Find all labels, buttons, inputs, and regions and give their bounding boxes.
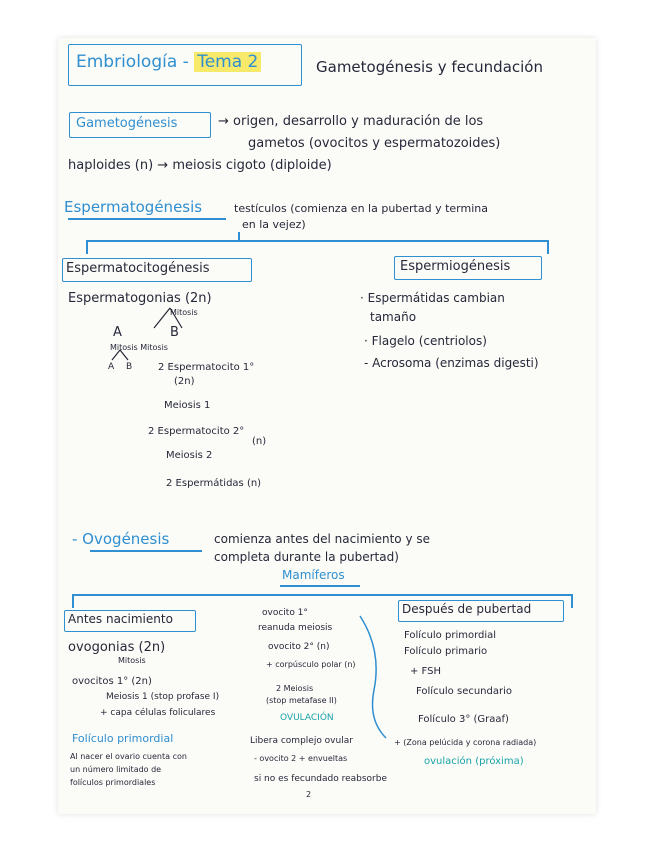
foliculo-primordial-2: Folículo primordial [404, 630, 497, 641]
bracket2-left [72, 594, 74, 608]
fsh: + FSH [410, 666, 442, 677]
espermiogenesis-label: Espermiogénesis [400, 259, 511, 274]
espermatogenesis-desc-1: testículos (comienza en la pubertad y termina [234, 202, 488, 215]
antes-nacimiento-label: Antes nacimiento [68, 612, 173, 626]
mitosis-1: Mitosis [170, 308, 198, 317]
capa-celulas: + capa células foliculares [100, 708, 216, 718]
no-fecundado: si no es fecundado reabsorbe [254, 774, 387, 784]
bracket-left [86, 240, 88, 254]
reanuda-meiosis: reanuda meiosis [258, 623, 333, 633]
ovogonias: ovogonias (2n) [68, 640, 166, 655]
espermatogenesis-desc-2: en la vejez) [242, 218, 306, 231]
no-fecundado-2: 2 [306, 790, 312, 799]
mitosis-mitosis: Mitosis Mitosis [110, 343, 168, 352]
al-nacer: Al nacer el ovario cuenta con [70, 752, 187, 761]
bracket-center [238, 232, 240, 241]
espermiogenesis-bullet-1a: · Espermátidas cambian [360, 291, 505, 305]
libera-complejo: Libera complejo ovular [250, 736, 353, 746]
subtitle: Gametogénesis y fecundación [316, 58, 543, 76]
ovogenesis-desc-1: comienza antes del nacimiento y se [214, 532, 430, 546]
espermatocito-2: 2 Espermatocito 2° [148, 426, 245, 437]
espermiogenesis-bullet-1b: tamaño [370, 310, 417, 324]
foliculo-primario: Folículo primario [404, 646, 488, 657]
bracket-right [547, 240, 549, 254]
espermatocitogenesis-label: Espermatocitogénesis [66, 261, 210, 276]
cell-b-2: B [126, 362, 133, 372]
ovocitos-1: ovocitos 1° (2n) [72, 676, 152, 687]
ovocito-2-envueltas: - ovocito 2 + envueltas [254, 754, 348, 763]
zona-pelucida: + (Zona pelúcida y corona radiada) [394, 738, 537, 747]
espermiogenesis-bullet-3: - Acrosoma (enzimas digesti) [364, 356, 539, 370]
ovulacion-mid: OVULACIÓN [280, 713, 334, 723]
espermatocito-1-ploidy: (2n) [174, 376, 195, 387]
title-tema: Tema 2 [194, 52, 261, 72]
despues-pubertad-label: Después de pubertad [402, 602, 532, 616]
bracket-horizontal [86, 240, 548, 242]
bracket2-horizontal [72, 594, 572, 596]
espermatogenesis-label: Espermatogénesis [64, 198, 203, 216]
ovocito-2-n: ovocito 2° (n) [268, 642, 330, 652]
gametogenesis-line-3: haploides (n) → meiosis cigoto (diploide) [68, 158, 332, 173]
meiosis-1: Meiosis 1 [164, 400, 211, 411]
ovulacion-proxima: ovulación (próxima) [424, 756, 524, 767]
gametogenesis-def-2: gametos (ovocitos y espermatozoides) [248, 136, 501, 151]
notebook-page [58, 38, 596, 814]
foliculo-primordial: Folículo primordial [72, 732, 174, 745]
ovogenesis-underline [90, 550, 202, 552]
foliculo-graaf: Folículo 3° (Graaf) [418, 714, 509, 725]
espermatidas: 2 Espermátidas (n) [166, 478, 262, 489]
cell-b-1: B [170, 325, 179, 340]
title-text [76, 52, 261, 72]
mamiferos-label: Mamíferos [282, 568, 345, 582]
espermatogonias: Espermatogonias (2n) [68, 291, 212, 306]
ovogonias-mitosis: Mitosis [118, 656, 146, 665]
ovogenesis-label: - Ovogénesis [72, 530, 170, 548]
espermatogenesis-underline [68, 218, 226, 220]
cell-a-1: A [113, 325, 122, 340]
gametogenesis-def-1: → origen, desarrollo y maduración de los [218, 114, 484, 129]
gametogenesis-label: Gametogénesis [76, 116, 178, 131]
numero-limitado: un número limitado de [70, 765, 162, 774]
foliculo-secundario: Folículo secundario [416, 686, 513, 697]
ovocito-1-mid: ovocito 1° [262, 608, 308, 618]
bracket2-right [571, 594, 573, 608]
foliculos-primordiales: folículos primordiales [70, 778, 156, 787]
meiosis-stop-profase: Meiosis 1 (stop profase I) [106, 692, 220, 702]
corpusculo-polar: + corpúsculo polar (n) [266, 660, 356, 669]
ovogenesis-desc-2: completa durante la pubertad) [214, 550, 399, 564]
title-subject: Embriología - [76, 52, 195, 72]
espermiogenesis-bullet-2: · Flagelo (centriolos) [364, 334, 487, 348]
stop-metafase: (stop metafase II) [266, 696, 337, 705]
curved-connector [356, 610, 396, 744]
cell-a-2: A [108, 362, 115, 372]
meiosis-2: Meiosis 2 [166, 450, 213, 461]
espermatocito-2-ploidy: (n) [252, 436, 267, 447]
meiosis-2-ov: 2 Meiosis [276, 684, 314, 693]
espermatocito-1: 2 Espermatocito 1° [158, 362, 255, 373]
mamiferos-underline [280, 585, 360, 587]
